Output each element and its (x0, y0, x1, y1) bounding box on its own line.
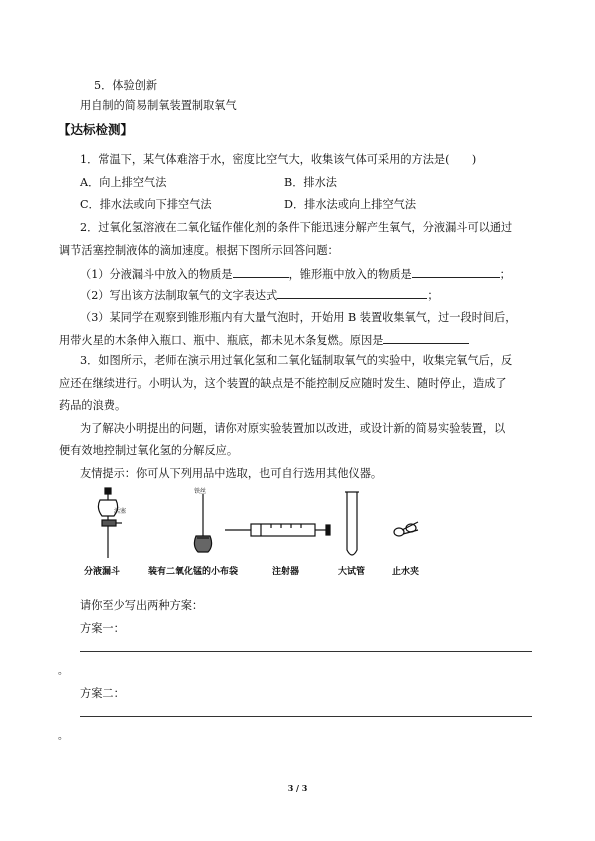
q1-option-b: B．排水法 (284, 176, 337, 189)
heading-standard-test: 【达标检测】 (58, 122, 134, 137)
answer-blank[interactable] (233, 266, 289, 278)
answer-blank[interactable] (412, 266, 500, 278)
q3-hint: 友情提示：你可从下列用品中选取，也可自行选用其他仪器。 (80, 467, 383, 480)
piston-label: 活塞 (114, 508, 127, 515)
q2-part3-line2 (59, 332, 469, 349)
test-tube-icon (345, 492, 359, 555)
q2-part3-line1: （3）某同学在观察到锥形瓶内有大量气泡时，开始用 B 装置收集氧气，过一段时间后， (80, 311, 517, 324)
section-5-text: 用自制的简易制氧装置制取氧气 (80, 99, 237, 112)
label-test-tube: 大试管 (338, 567, 366, 577)
page-number: 3 / 3 (287, 783, 308, 793)
q2-stem-line2: 调节活塞控制液体的滴加速度。根据下图所示回答问题： (59, 244, 339, 257)
q2-stem-line1: 2．过氧化氢溶液在二氧化锰作催化剂的条件下能迅速分解产生氧气，分液漏斗可以通过 (80, 221, 513, 234)
answer-blank[interactable] (383, 332, 469, 344)
section-5-title: 5．体验创新 (94, 79, 158, 92)
mno2-bag-icon (194, 494, 211, 552)
plan-2-answer-line[interactable] (80, 716, 532, 717)
label-mno2-bag: 装有二氧化锰的小布袋 (148, 567, 239, 577)
q3-line3: 药品的浪费。 (59, 399, 127, 412)
q3-line5: 便有效地控制过氧化氢的分解反应。 (59, 444, 239, 457)
q2-part2-text-b: ； (427, 289, 439, 302)
q2-part2 (80, 287, 439, 304)
syringe-icon (225, 524, 330, 536)
wire-label: 铁丝 (194, 488, 207, 495)
plan-1-label: 方案一： (80, 622, 125, 635)
q2-part1 (80, 266, 511, 283)
apparatus-drawings (76, 486, 436, 562)
label-pinch-clamp: 止水夹 (392, 567, 420, 577)
q2-part3-text: 用带火星的木条伸入瓶口、瓶中、瓶底，都未见木条复燃。原因是 (59, 334, 384, 347)
plans-prompt: 请你至少写出两种方案： (80, 599, 204, 612)
q2-part1-text-b: ，锥形瓶中放入的物质是 (288, 268, 412, 281)
plan-2-end-mark: 。 (58, 731, 68, 742)
q1-option-c: C．排水法或向下排空气法 (80, 198, 212, 211)
q3-line1: 3．如图所示，老师在演示用过氧化氢和二氧化锰制取氧气的实验中，收集完氧气后，反 (80, 354, 513, 367)
q1-option-a: A．向上排空气法 (80, 176, 167, 189)
q1-option-d: D．排水法或向上排空气法 (284, 198, 417, 211)
q3-line4: 为了解决小明提出的问题，请你对原实验装置加以改进，或设计新的简易实验装置，以 (80, 422, 506, 435)
q3-line2: 应还在继续进行。小明认为，这个装置的缺点是不能控制反应随时发生、随时停止，造成了 (59, 377, 507, 390)
q2-part2-text-a: （2）写出该方法制取氧气的文字表达式 (80, 289, 278, 302)
pinch-clamp-icon (394, 522, 418, 536)
plan-2-label: 方案二： (80, 687, 125, 700)
plan-1-end-mark: 。 (58, 666, 68, 677)
plan-1-answer-line[interactable] (80, 651, 532, 652)
label-syringe: 注射器 (272, 567, 300, 577)
q1-stem: 1．常温下，某气体难溶于水，密度比空气大，收集该气体可采用的方法是( ) (80, 153, 477, 166)
q2-part1-text-a: （1）分液漏斗中放入的物质是 (80, 268, 233, 281)
label-separatory-funnel: 分液漏斗 (84, 567, 121, 577)
answer-blank[interactable] (277, 287, 427, 299)
q2-part1-text-c: ； (499, 268, 511, 281)
apparatus-figure (76, 486, 436, 578)
separatory-funnel-icon (98, 488, 122, 558)
